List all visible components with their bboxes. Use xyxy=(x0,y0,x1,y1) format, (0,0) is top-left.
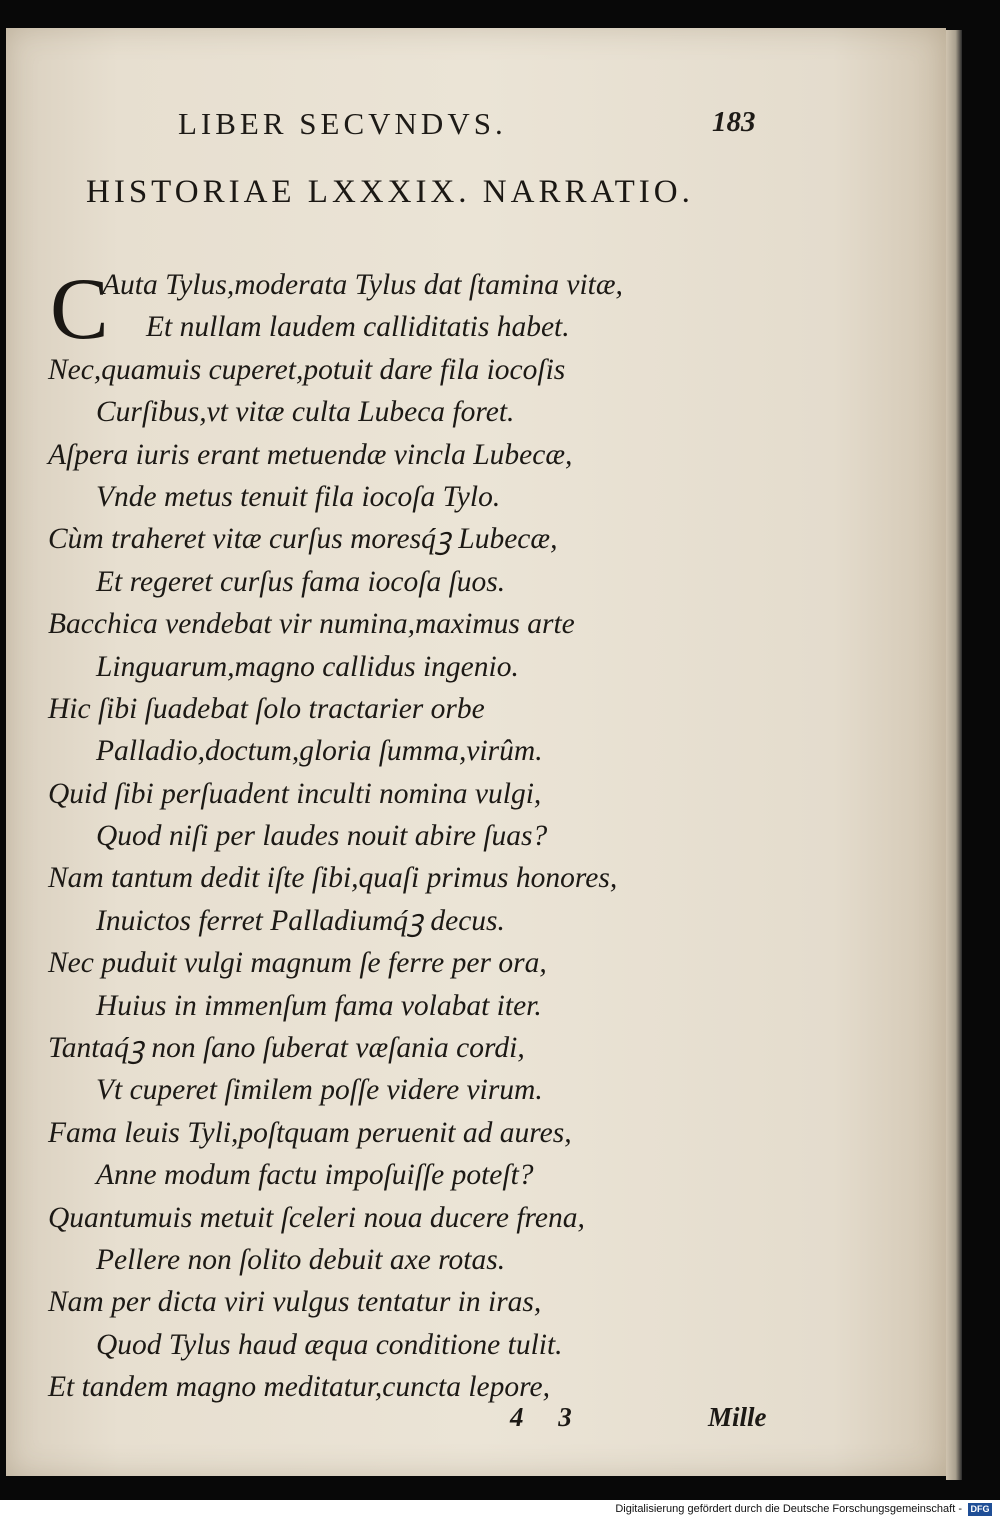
verse-line: Tantaq́ꝫ non ſano ſuberat væſania cordi, xyxy=(48,1032,525,1065)
verse-line: Aſpera iuris erant metuendæ vincla Lubecæ, xyxy=(48,438,573,471)
verse-line: Pellere non ſolito debuit axe rotas. xyxy=(96,1243,506,1276)
section-heading: HISTORIAE LXXXIX. NARRATIO. xyxy=(86,174,694,210)
dfg-logo-icon: DFG xyxy=(968,1503,992,1516)
verse-line: Huius in immenſum fama volabat iter. xyxy=(96,989,542,1022)
verse-line: Quod niſi per laudes nouit abire ſuas? xyxy=(96,820,548,853)
verse-line: Et regeret curſus fama iocoſa ſuos. xyxy=(96,565,506,598)
verse-line: Quid ſibi perſuadent inculti nomina vulgi, xyxy=(48,777,542,810)
signature-mark: 4 3 xyxy=(510,1402,572,1432)
verse-line: Nam tantum dedit iſte ſibi,quaſi primus honores, xyxy=(48,862,618,895)
verse-line: Nec,quamuis cuperet,potuit dare fila iocoſis xyxy=(48,353,566,386)
verse-line: Bacchica vendebat vir numina,maximus arte xyxy=(48,608,575,641)
page-footer xyxy=(6,1402,946,1442)
drop-cap: C xyxy=(50,261,109,358)
verse-line: Fama leuis Tyli,poſtquam peruenit ad aures, xyxy=(48,1116,572,1149)
verse-line: Palladio,doctum,gloria ſumma,virûm. xyxy=(96,735,543,768)
verse-line: Hic ſibi ſuadebat ſolo tractarier orbe xyxy=(48,692,485,725)
funding-notice: Digitalisierung gefördert durch die Deutsche Forschungsgemeinschaft - xyxy=(615,1503,962,1515)
verse-line: Et tandem magno meditatur,cuncta lepore, xyxy=(48,1371,550,1404)
poem-text xyxy=(6,261,946,1409)
running-head xyxy=(6,106,946,146)
verse-line: Linguarum,magno callidus ingenio. xyxy=(96,650,519,683)
page-number: 183 xyxy=(712,106,756,138)
verse-line: Quod Tylus haud æqua conditione tulit. xyxy=(96,1328,563,1361)
verse-line: Cùm traheret vitæ curſus moresq́ꝫ Lubecæ, xyxy=(48,523,558,556)
verse-line: Vt cuperet ſimilem poſſe videre virum. xyxy=(96,1074,543,1107)
verse-line: Vnde metus tenuit fila iocoſa Tylo. xyxy=(96,480,501,513)
book-page xyxy=(6,28,946,1476)
running-title: LIBER SECVNDVS. xyxy=(178,106,507,141)
verse-line: Nam per dicta viri vulgus tentatur in iras, xyxy=(48,1286,542,1319)
catchword: Mille xyxy=(708,1402,767,1432)
verse-line: Auta Tylus,moderata Tylus dat ſtamina vitæ, xyxy=(102,269,623,301)
verse-line: Quantumuis metuit ſceleri noua ducere frena, xyxy=(48,1201,585,1234)
verse-line: Curſibus,vt vitæ culta Lubeca foret. xyxy=(96,396,515,429)
funding-notice-bar xyxy=(0,1500,1000,1520)
verse-line: Nec puduit vulgi magnum ſe ferre per ora, xyxy=(48,947,547,980)
page-edge xyxy=(946,30,962,1480)
verse-line: Anne modum factu impoſuiſſe poteſt? xyxy=(96,1159,534,1192)
verse-line: Et nullam laudem calliditatis habet. xyxy=(146,311,570,344)
verse-line: Inuictos ferret Palladiumq́ꝫ decus. xyxy=(96,904,505,937)
